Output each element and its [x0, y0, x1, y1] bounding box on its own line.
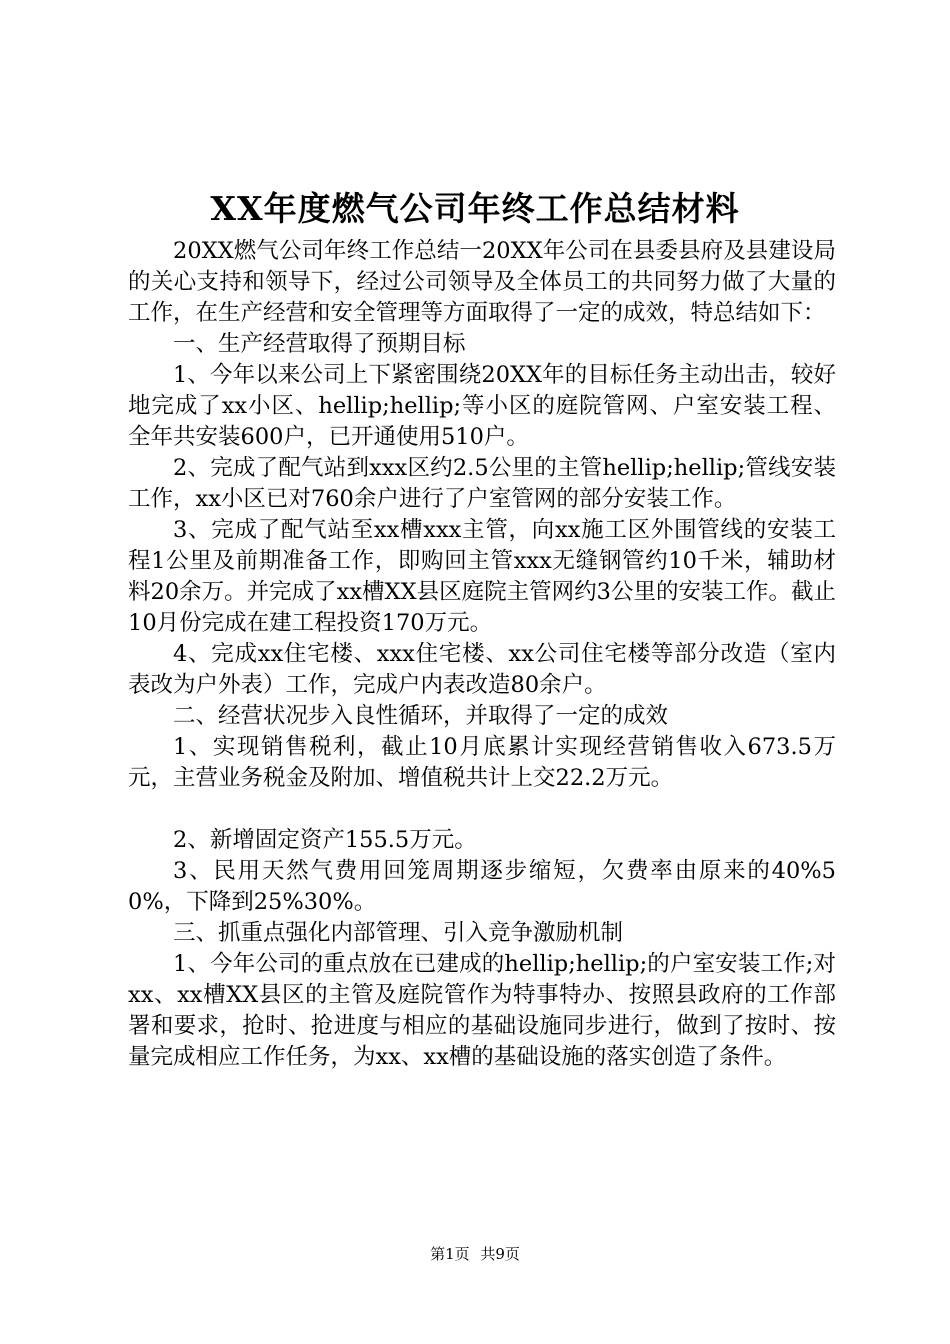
section-heading-2: 二、经营状况步入良性循环，并取得了一定的成效	[173, 703, 669, 729]
section-heading-1: 一、生产经营取得了预期目标	[173, 331, 466, 357]
document-title: XX年度燃气公司年终工作总结材料	[210, 189, 740, 228]
body-paragraph: 4、完成xx住宅楼、xxx住宅楼、xx公司住宅楼等部分改造（室内表改为户外表）工作，完成户内表改造80余户。	[128, 641, 836, 698]
body-paragraph: 1、实现销售税利，截止10月底累计实现经营销售收入673.5万元，主营业务税金及附加、增值税共计上交22.2万元。	[128, 734, 836, 791]
page-footer	[0, 1244, 950, 1264]
section-heading-3: 三、抓重点强化内部管理、引入竞争激励机制	[173, 920, 624, 946]
document-body	[128, 236, 836, 1073]
page-number: 第1页	[430, 1245, 470, 1263]
body-paragraph: 3、完成了配气站至xx槽xxx主管，向xx施工区外围管线的安装工程1公里及前期准备工作，即购回主管xxx无缝钢管约10千米，辅助材料20余万。并完成了xx槽XX县区庭院主管网约3公里的安装工作。截止10月份完成在建工程投资170万元。	[128, 517, 836, 636]
body-paragraph: 1、今年以来公司上下紧密围绕20XX年的目标任务主动出击，较好地完成了xx小区、hellip;hellip;等小区的庭院管网、户室安装工程、全年共安装600户，已开通使用510户。	[128, 362, 836, 450]
intro-paragraph: 20XX燃气公司年终工作总结一20XX年公司在县委县府及县建设局的关心支持和领导下，经过公司领导及全体员工的共同努力做了大量的工作，在生产经营和安全管理等方面取得了一定的成效，特总结如下：	[128, 238, 836, 326]
body-paragraph: 2、完成了配气站到xxx区约2.5公里的主管hellip;hellip;管线安装工作，xx小区已对760余户进行了户室管网的部分安装工作。	[128, 455, 836, 512]
body-paragraph: 2、新增固定资产155.5万元。	[173, 827, 477, 853]
body-paragraph: 3、民用天然气费用回笼周期逐步缩短，欠费率由原来的40%50%，下降到25%30%。	[128, 858, 836, 915]
page-total: 共9页	[480, 1245, 520, 1263]
body-paragraph: 1、今年公司的重点放在已建成的hellip;hellip;的户室安装工作;对xx、xx槽XX县区的主管及庭院管作为特事特办、按照县政府的工作部署和要求，抢时、抢进度与相应的基础设施同步进行，做到了按时、按量完成相应工作任务，为xx、xx槽的基础设施的落实创造了条件。	[128, 951, 836, 1070]
